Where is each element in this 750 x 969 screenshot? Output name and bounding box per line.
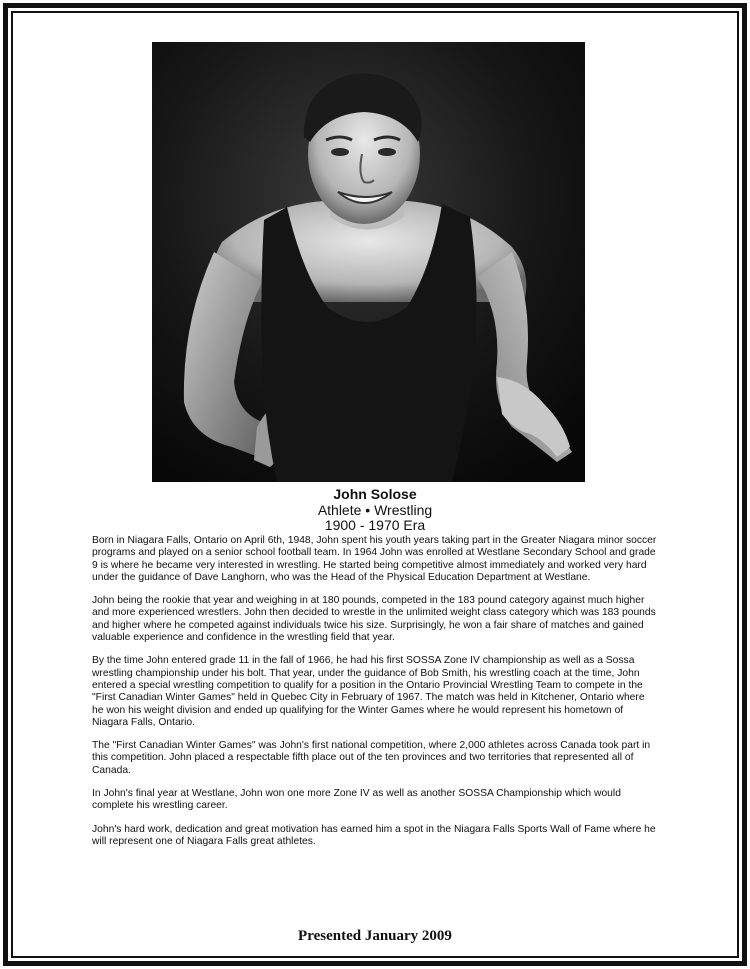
bio-paragraph: John being the rookie that year and weighing in at 180 pounds, competed in the 183 pound category against much higher and more experienced wrestlers. John then decided to wrestle in the unlimited weight class category which was 183 pounds and higher where he competed against individuals twice his size. Surprisingly, he won a fair share of matches and gained valuable experience and confidence in the wrestling field that year. [92,595,656,644]
inductee-name: John Solose [333,486,417,502]
inductee-category: Athlete • Wrestling [317,502,433,518]
bio-paragraph: The "First Canadian Winter Games" was John's first national competition, where 2,000 athletes across Canada took part in this competition. John placed a respectable fifth place out of the ten provinces and two territories that represented all of Canada. [92,740,651,776]
biography [92,535,658,859]
bio-paragraph: In John's final year at Westlane, John won one more Zone IV as well as another SOSSA Championship which would complete his wrestling career. [92,788,621,812]
inductee-heading [0,486,750,533]
wrestler-photo [152,42,585,482]
inductee-era: 1900 - 1970 Era [324,517,426,533]
bio-paragraph: Born in Niagara Falls, Ontario on April 6th, 1948, John spent his youth years taking part in the Greater Niagara minor soccer programs and played on a senior school football team. In 1964 John was enrolled at Westlane Secondary School and grade 9 is where he became very interested in wrestling. He started being competitive almost immediately and worked very hard under the guidance of Dave Langhorn, who was the Head of the Physical Education Department at Westlane. [92,535,657,583]
bio-paragraph: By the time John entered grade 11 in the fall of 1966, he had his first SOSSA Zone IV championship as well as a Sossa wrestling championship under his bolt. That year, under the guidance of Bob Smith, his wrestling coach at the time, John entered a special wrestling competition to qualify for a position in the Ontario Provincial Wrestling Team to compete in the "First Canadian Winter Games" held in Quebec City in February of 1967. The match was held in Kitchener, Ontario where he won his weight division and ended up qualifying for the Winter Games where he would represent his hometown of Niagara Falls, Ontario. [92,655,645,728]
presented-date: Presented January 2009 [298,928,452,944]
wrestler-illustration [152,42,585,482]
bio-paragraph: John's hard work, dedication and great motivation has earned him a spot in the Niagara Falls Sports Wall of Fame where he will represent one of Niagara Falls great athletes. [92,823,656,847]
